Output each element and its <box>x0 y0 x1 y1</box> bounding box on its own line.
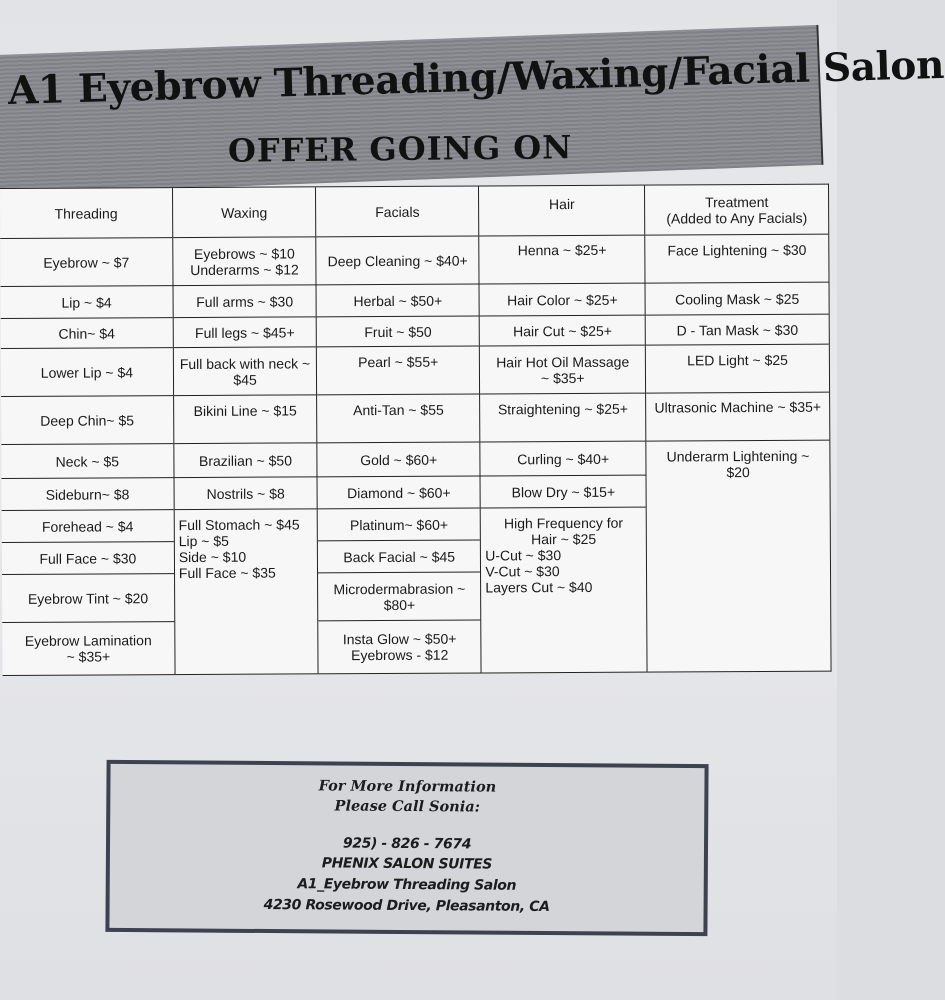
price-item: Lip ~ $4 <box>1 286 173 319</box>
price-cell <box>481 508 647 673</box>
price-item: Hair Hot Oil Massage ~ $35+ <box>480 346 645 395</box>
price-item: Eyebrow Tint ~ $20 <box>2 574 174 623</box>
price-item: High Frequency for Hair ~ $25 <box>503 514 624 548</box>
price-item: Layers Cut ~ $40 <box>485 578 593 596</box>
price-table <box>0 184 832 676</box>
offer-subtitle: OFFER GOING ON <box>227 128 573 170</box>
column-header: Waxing <box>173 187 316 238</box>
price-item: Full legs ~ $45+ <box>174 317 317 348</box>
salon-suites: PHENIX SALON SUITES <box>321 855 493 873</box>
price-item: Back Facial ~ $45 <box>318 540 480 573</box>
price-item: Chin~ $4 <box>1 318 173 349</box>
price-item: Diamond ~ $60+ <box>318 476 480 509</box>
price-item: Full Face ~ $35 <box>178 564 276 582</box>
price-item: Anti-Tan ~ $55 <box>317 394 479 443</box>
price-item: Henna ~ $25+ <box>480 236 645 285</box>
price-item: Full back with neck ~ $45 <box>174 347 317 396</box>
price-item: Underarm Lightening ~ $20 <box>666 447 810 481</box>
price-item: LED Light ~ $25 <box>646 345 829 394</box>
price-item: Neck ~ $5 <box>1 444 173 479</box>
price-cell <box>173 237 316 286</box>
price-cell <box>319 620 481 673</box>
price-item: Fruit ~ $50 <box>317 316 479 347</box>
price-item: Gold ~ $60+ <box>318 442 480 477</box>
price-item: Bikini Line ~ $15 <box>174 395 317 444</box>
price-item: Nostrils ~ $8 <box>174 477 317 510</box>
column-header-title: Treatment <box>705 193 769 210</box>
column-facials <box>316 186 482 673</box>
column-threading <box>0 188 175 675</box>
price-item: Sideburn~ $8 <box>2 478 174 511</box>
price-item: Ultrasonic Machine ~ $35+ <box>646 393 829 442</box>
column-treatment <box>645 185 830 672</box>
contact-line: For More Information <box>318 777 497 796</box>
column-waxing <box>173 187 319 674</box>
phone-number: 925) - 826 - 7674 <box>342 835 472 853</box>
price-item: Eyebrows ~ $10 <box>193 244 295 262</box>
price-item: Cooling Mask ~ $25 <box>646 283 829 316</box>
price-item: Hair Cut ~ $25+ <box>480 316 645 347</box>
price-item: Eyebrows - $12 <box>351 646 449 664</box>
price-item: Forehead ~ $4 <box>2 510 174 543</box>
price-item: Herbal ~ $50+ <box>317 284 479 317</box>
price-item: Eyebrow ~ $7 <box>0 238 172 287</box>
price-item: Full arms ~ $30 <box>173 285 316 318</box>
price-item: Brazilian ~ $50 <box>174 443 317 478</box>
price-item: Deep Chin~ $5 <box>1 396 173 445</box>
price-item: Full Face ~ $30 <box>2 542 174 575</box>
column-header: Facials <box>316 186 478 237</box>
price-item: Face Lightening ~ $30 <box>646 235 829 284</box>
price-item: U-Cut ~ $30 <box>485 547 562 564</box>
page-title: A1 Eyebrow Threading/Waxing/Facial Salon <box>7 41 945 114</box>
price-item: Underarms ~ $12 <box>190 260 299 278</box>
column-header-note: (Added to Any Facials) <box>666 209 808 227</box>
price-item: Side ~ $10 <box>178 548 247 566</box>
address: 4230 Rosewood Drive, Pleasanton, CA <box>263 897 550 915</box>
price-item: Insta Glow ~ $50+ <box>342 630 457 648</box>
price-item: Eyebrow Lamination ~ $35+ <box>24 632 152 665</box>
price-item: Deep Cleaning ~ $40+ <box>317 236 479 285</box>
price-item: Curling ~ $40+ <box>481 442 646 477</box>
column-header: Hair <box>479 186 644 237</box>
price-item: Microdermabrasion ~ $80+ <box>318 572 480 621</box>
price-cell <box>175 509 318 674</box>
price-item: Hair Color ~ $25+ <box>480 284 645 317</box>
column-header <box>645 185 828 236</box>
price-item: V-Cut ~ $30 <box>485 563 560 580</box>
price-item: Lip ~ $5 <box>178 532 229 550</box>
price-item: Full Stomach ~ $45 <box>178 516 300 534</box>
price-item: D - Tan Mask ~ $30 <box>646 315 829 346</box>
price-item: Pearl ~ $55+ <box>317 346 479 395</box>
salon-name: A1_Eyebrow Threading Salon <box>297 876 517 894</box>
price-item: Lower Lip ~ $4 <box>1 348 173 397</box>
price-item: Blow Dry ~ $15+ <box>481 476 646 509</box>
contact-box <box>105 760 708 936</box>
price-item: Straightening ~ $25+ <box>480 394 645 443</box>
price-item: Platinum~ $60+ <box>318 508 480 541</box>
column-header: Threading <box>0 188 172 239</box>
column-hair <box>479 186 648 673</box>
contact-line: Please Call Sonia: <box>334 797 481 816</box>
